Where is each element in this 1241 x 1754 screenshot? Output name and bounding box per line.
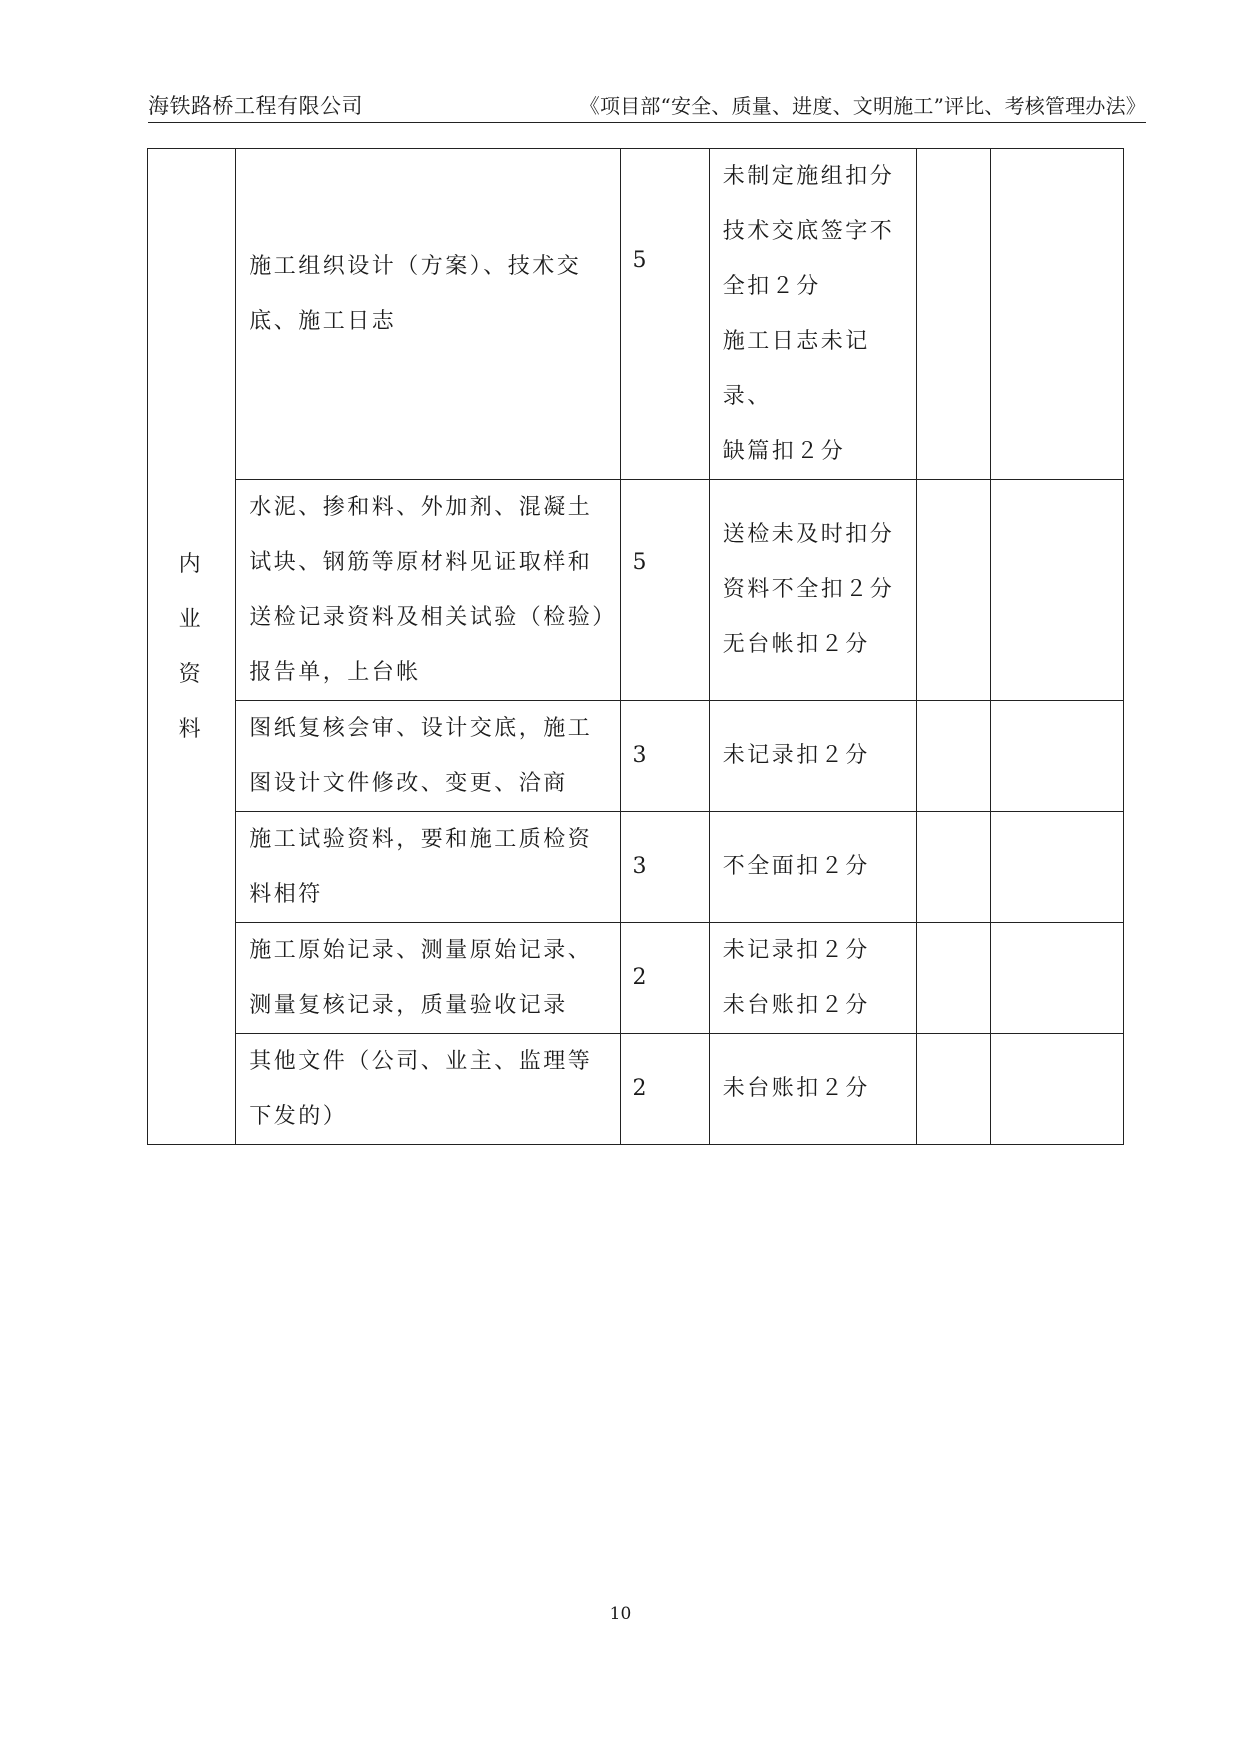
- score-entry-cell: [917, 149, 990, 480]
- table-row: [148, 701, 1124, 812]
- table-row: [148, 812, 1124, 923]
- table-row: [148, 149, 1124, 480]
- deduction-line: 未台账扣２分: [722, 993, 870, 1018]
- deduction-cell: [709, 480, 917, 701]
- score-entry-cell: [917, 812, 990, 923]
- item-cell: 图纸复核会审、设计交底，施工图设计文件修改、变更、洽商: [236, 701, 621, 812]
- deduction-line: 技术交底签字不: [722, 219, 895, 244]
- deduction-line: 未记录扣２分: [722, 743, 870, 768]
- deduction-line: 不全面扣２分: [722, 854, 870, 879]
- table-row: [148, 480, 1124, 701]
- deduction-cell: [709, 923, 917, 1034]
- score-entry-cell: [917, 701, 990, 812]
- score-cell: 3: [621, 701, 709, 812]
- item-cell: 施工原始记录、测量原始记录、测量复核记录，质量验收记录: [236, 923, 621, 1034]
- category-cell: [148, 149, 236, 1145]
- deduction-line: 资料不全扣２分: [722, 577, 895, 602]
- item-cell: 水泥、掺和料、外加剂、混凝土试块、钢筋等原材料见证取样和送检记录资料及相关试验（检验）报告单，上台帐: [236, 480, 621, 701]
- score-entry-cell: [917, 923, 990, 1034]
- deduction-line: 未记录扣２分: [722, 938, 870, 963]
- score-entry-cell: [917, 1034, 990, 1145]
- table-row: [148, 923, 1124, 1034]
- score-cell: 3: [621, 812, 709, 923]
- score-cell: 5: [621, 480, 709, 701]
- document-title: 《项目部“安全、质量、进度、文明施工”评比、考核管理办法》: [579, 94, 1146, 118]
- deduction-cell: [709, 1034, 917, 1145]
- deduction-cell: [709, 149, 917, 480]
- page-number: 10: [609, 1604, 632, 1624]
- deduction-cell: [709, 701, 917, 812]
- remarks-cell: [990, 480, 1123, 701]
- deduction-line: 无台帐扣２分: [722, 632, 870, 657]
- table-row: [148, 1034, 1124, 1145]
- item-cell: 其他文件（公司、业主、监理等下发的）: [236, 1034, 621, 1145]
- score-cell: 5: [621, 149, 709, 480]
- deduction-line: 施工日志未记录、: [722, 329, 870, 409]
- company-name: 海铁路桥工程有限公司: [148, 94, 363, 118]
- remarks-cell: [990, 923, 1123, 1034]
- deduction-line: 全扣２分: [722, 274, 821, 299]
- deduction-line: 送检未及时扣分: [722, 522, 895, 547]
- assessment-table: [147, 148, 1124, 1145]
- score-cell: 2: [621, 1034, 709, 1145]
- remarks-cell: [990, 812, 1123, 923]
- remarks-cell: [990, 149, 1123, 480]
- deduction-line: 未台账扣２分: [722, 1076, 870, 1101]
- remarks-cell: [990, 701, 1123, 812]
- category-label: 内业资料: [178, 551, 205, 742]
- score-cell: 2: [621, 923, 709, 1034]
- deduction-line: 未制定施组扣分: [722, 164, 895, 189]
- remarks-cell: [990, 1034, 1123, 1145]
- deduction-line: 缺篇扣２分: [722, 439, 846, 464]
- page-header: [148, 88, 1146, 123]
- item-cell: 施工组织设计（方案）、技术交底、施工日志: [236, 149, 621, 480]
- score-entry-cell: [917, 480, 990, 701]
- deduction-cell: [709, 812, 917, 923]
- item-cell: 施工试验资料，要和施工质检资料相符: [236, 812, 621, 923]
